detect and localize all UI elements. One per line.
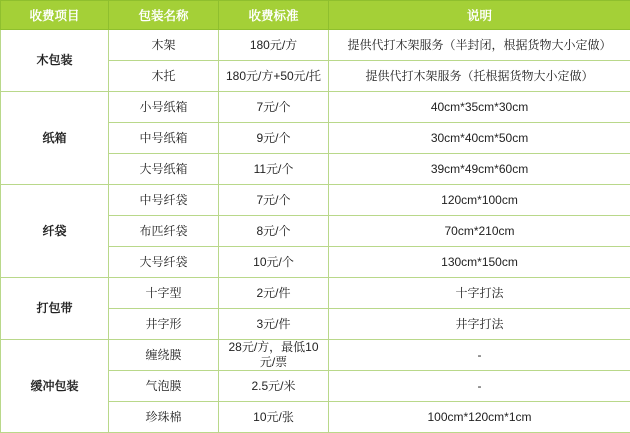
category-cell: 纸箱	[1, 92, 109, 185]
category-cell: 纤袋	[1, 185, 109, 278]
category-cell: 打包带	[1, 278, 109, 340]
description-cell: 提供代打木架服务（托根据货物大小定做）	[329, 61, 630, 92]
category-cell: 木包装	[1, 30, 109, 92]
table-row	[1, 278, 630, 309]
price-cell: 9元/个	[219, 123, 329, 154]
price-cell: 11元/个	[219, 154, 329, 185]
package-name-cell: 十字型	[109, 278, 219, 309]
price-cell: 2.5元/米	[219, 371, 329, 402]
category-cell: 缓冲包装	[1, 340, 109, 433]
description-cell: 提供代打木架服务（半封闭，根据货物大小定做）	[329, 30, 630, 61]
package-name-cell: 大号纤袋	[109, 247, 219, 278]
description-cell: 30cm*40cm*50cm	[329, 123, 630, 154]
package-name-cell: 缠绕膜	[109, 340, 219, 371]
package-name-cell: 小号纸箱	[109, 92, 219, 123]
column-header-desc: 说明	[329, 1, 630, 30]
column-header-name: 包装名称	[109, 1, 219, 30]
price-cell: 7元/个	[219, 92, 329, 123]
package-name-cell: 珍珠棉	[109, 402, 219, 433]
package-name-cell: 木托	[109, 61, 219, 92]
price-cell: 8元/个	[219, 216, 329, 247]
price-cell: 10元/个	[219, 247, 329, 278]
description-cell: -	[329, 340, 630, 371]
price-cell: 180元/方+50元/托	[219, 61, 329, 92]
package-name-cell: 大号纸箱	[109, 154, 219, 185]
price-cell: 10元/张	[219, 402, 329, 433]
table-header-row	[1, 1, 630, 30]
price-cell: 2元/件	[219, 278, 329, 309]
table-row	[1, 92, 630, 123]
price-cell: 28元/方，最低10元/票	[219, 340, 329, 371]
price-cell: 180元/方	[219, 30, 329, 61]
description-cell: 100cm*120cm*1cm	[329, 402, 630, 433]
package-name-cell: 中号纤袋	[109, 185, 219, 216]
package-name-cell: 布匹纤袋	[109, 216, 219, 247]
package-name-cell: 井字形	[109, 309, 219, 340]
description-cell: -	[329, 371, 630, 402]
description-cell: 40cm*35cm*30cm	[329, 92, 630, 123]
price-cell: 3元/件	[219, 309, 329, 340]
description-cell: 39cm*49cm*60cm	[329, 154, 630, 185]
table-row	[1, 185, 630, 216]
description-cell: 130cm*150cm	[329, 247, 630, 278]
description-cell: 70cm*210cm	[329, 216, 630, 247]
description-cell: 井字打法	[329, 309, 630, 340]
description-cell: 十字打法	[329, 278, 630, 309]
package-name-cell: 气泡膜	[109, 371, 219, 402]
table-row	[1, 30, 630, 61]
price-cell: 7元/个	[219, 185, 329, 216]
description-cell: 120cm*100cm	[329, 185, 630, 216]
column-header-price: 收费标准	[219, 1, 329, 30]
column-header-item: 收费项目	[1, 1, 109, 30]
table-body	[1, 30, 630, 433]
package-name-cell: 中号纸箱	[109, 123, 219, 154]
package-name-cell: 木架	[109, 30, 219, 61]
table-row	[1, 340, 630, 371]
